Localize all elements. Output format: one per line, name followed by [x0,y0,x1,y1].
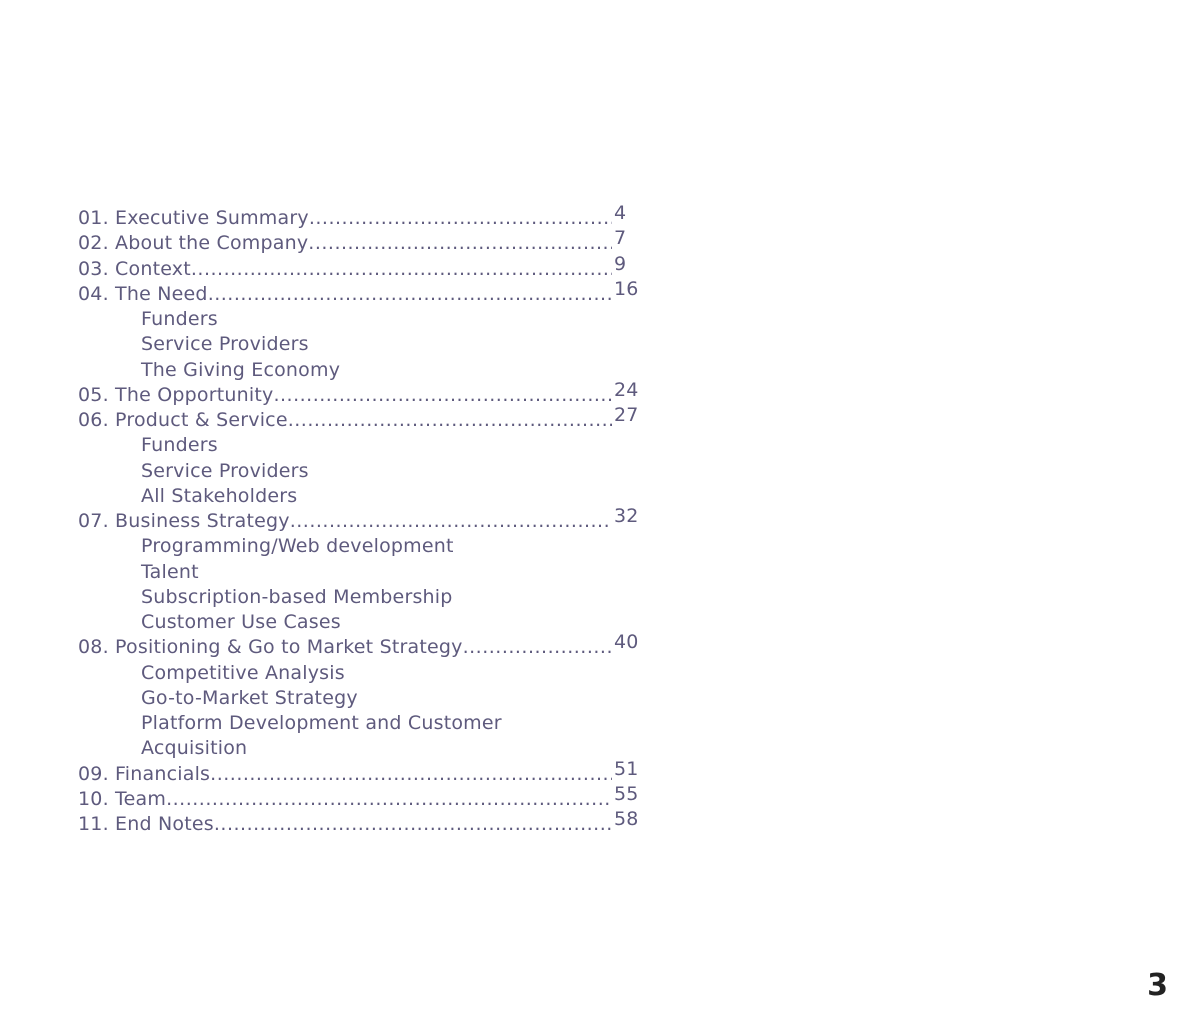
toc-dot-leader [308,231,612,256]
toc-dot-leader [210,762,612,787]
toc-entry [78,782,678,812]
toc-entry-title: 06. Product & Service [78,409,288,431]
toc-entry [78,378,678,408]
toc-dot-leader [288,408,612,433]
toc-subentry: Acquisition [141,737,248,760]
toc-entry [78,631,678,660]
toc-entry [78,757,678,787]
toc-subentry: Funders [141,434,218,457]
toc-entry-page: 16 [614,277,639,300]
toc-entry-page: 4 [614,202,627,224]
page-number: 3 [1147,968,1168,1003]
toc-entry-page: 24 [614,378,639,401]
toc-dot-leader [191,257,612,282]
toc-dot-leader [166,787,612,812]
toc-subentry: Service Providers [141,333,309,356]
toc-subentry: Programming/Web development [141,535,454,558]
toc-entry-title: 07. Business Strategy [78,510,290,532]
toc-entry-page: 32 [614,505,639,527]
toc-entry [78,252,678,282]
toc-dot-leader [214,812,612,837]
toc-subentry: Funders [141,308,218,330]
toc-dot-leader [290,509,612,534]
toc-dot-leader [463,635,612,660]
toc-entry-page: 27 [614,404,639,426]
toc-subentry: Competitive Analysis [141,661,345,684]
toc-subentry: Subscription-based Membership [141,585,453,608]
toc-entry [78,202,678,231]
toc-entry-title: 03. Context [78,257,191,280]
toc-entry-title: 05. The Opportunity [78,383,274,406]
toc-entry-page: 51 [614,757,639,780]
toc-entry-page: 7 [614,227,627,250]
toc-dot-leader [273,383,612,408]
toc-subentry: Talent [141,560,199,583]
toc-entry-title: 01. Executive Summary [78,207,309,229]
toc-entry-title: 11. End Notes [78,813,214,835]
toc-subentry: Service Providers [141,459,309,482]
toc-subentry: Platform Development and Customer [141,712,502,734]
toc-entry [78,404,678,433]
toc-entry-title: 04. The Need [78,282,208,305]
toc-subentry: Go-to-Market Strategy [141,686,358,709]
toc-entry-title: 08. Positioning & Go to Market Strategy [78,636,463,659]
toc-entry-page: 55 [614,782,639,805]
toc-entry-page: 58 [614,808,639,830]
toc-dot-leader [208,282,612,307]
toc-entry [78,808,678,837]
toc-entry-title: 02. About the Company [78,232,309,255]
toc-entry-page: 40 [614,631,639,654]
toc-entry-title: 10. Team [78,787,167,810]
toc-entry-title: 09. Financials [78,762,211,785]
table-of-contents [78,202,678,837]
toc-dot-leader [309,206,612,231]
toc-entry [78,505,678,534]
toc-entry [78,277,678,307]
toc-entry [78,227,678,256]
toc-entry-page: 9 [614,252,627,275]
toc-subentry: All Stakeholders [141,484,298,507]
toc-subentry: The Giving Economy [141,358,341,381]
toc-subentry: Customer Use Cases [141,611,341,633]
